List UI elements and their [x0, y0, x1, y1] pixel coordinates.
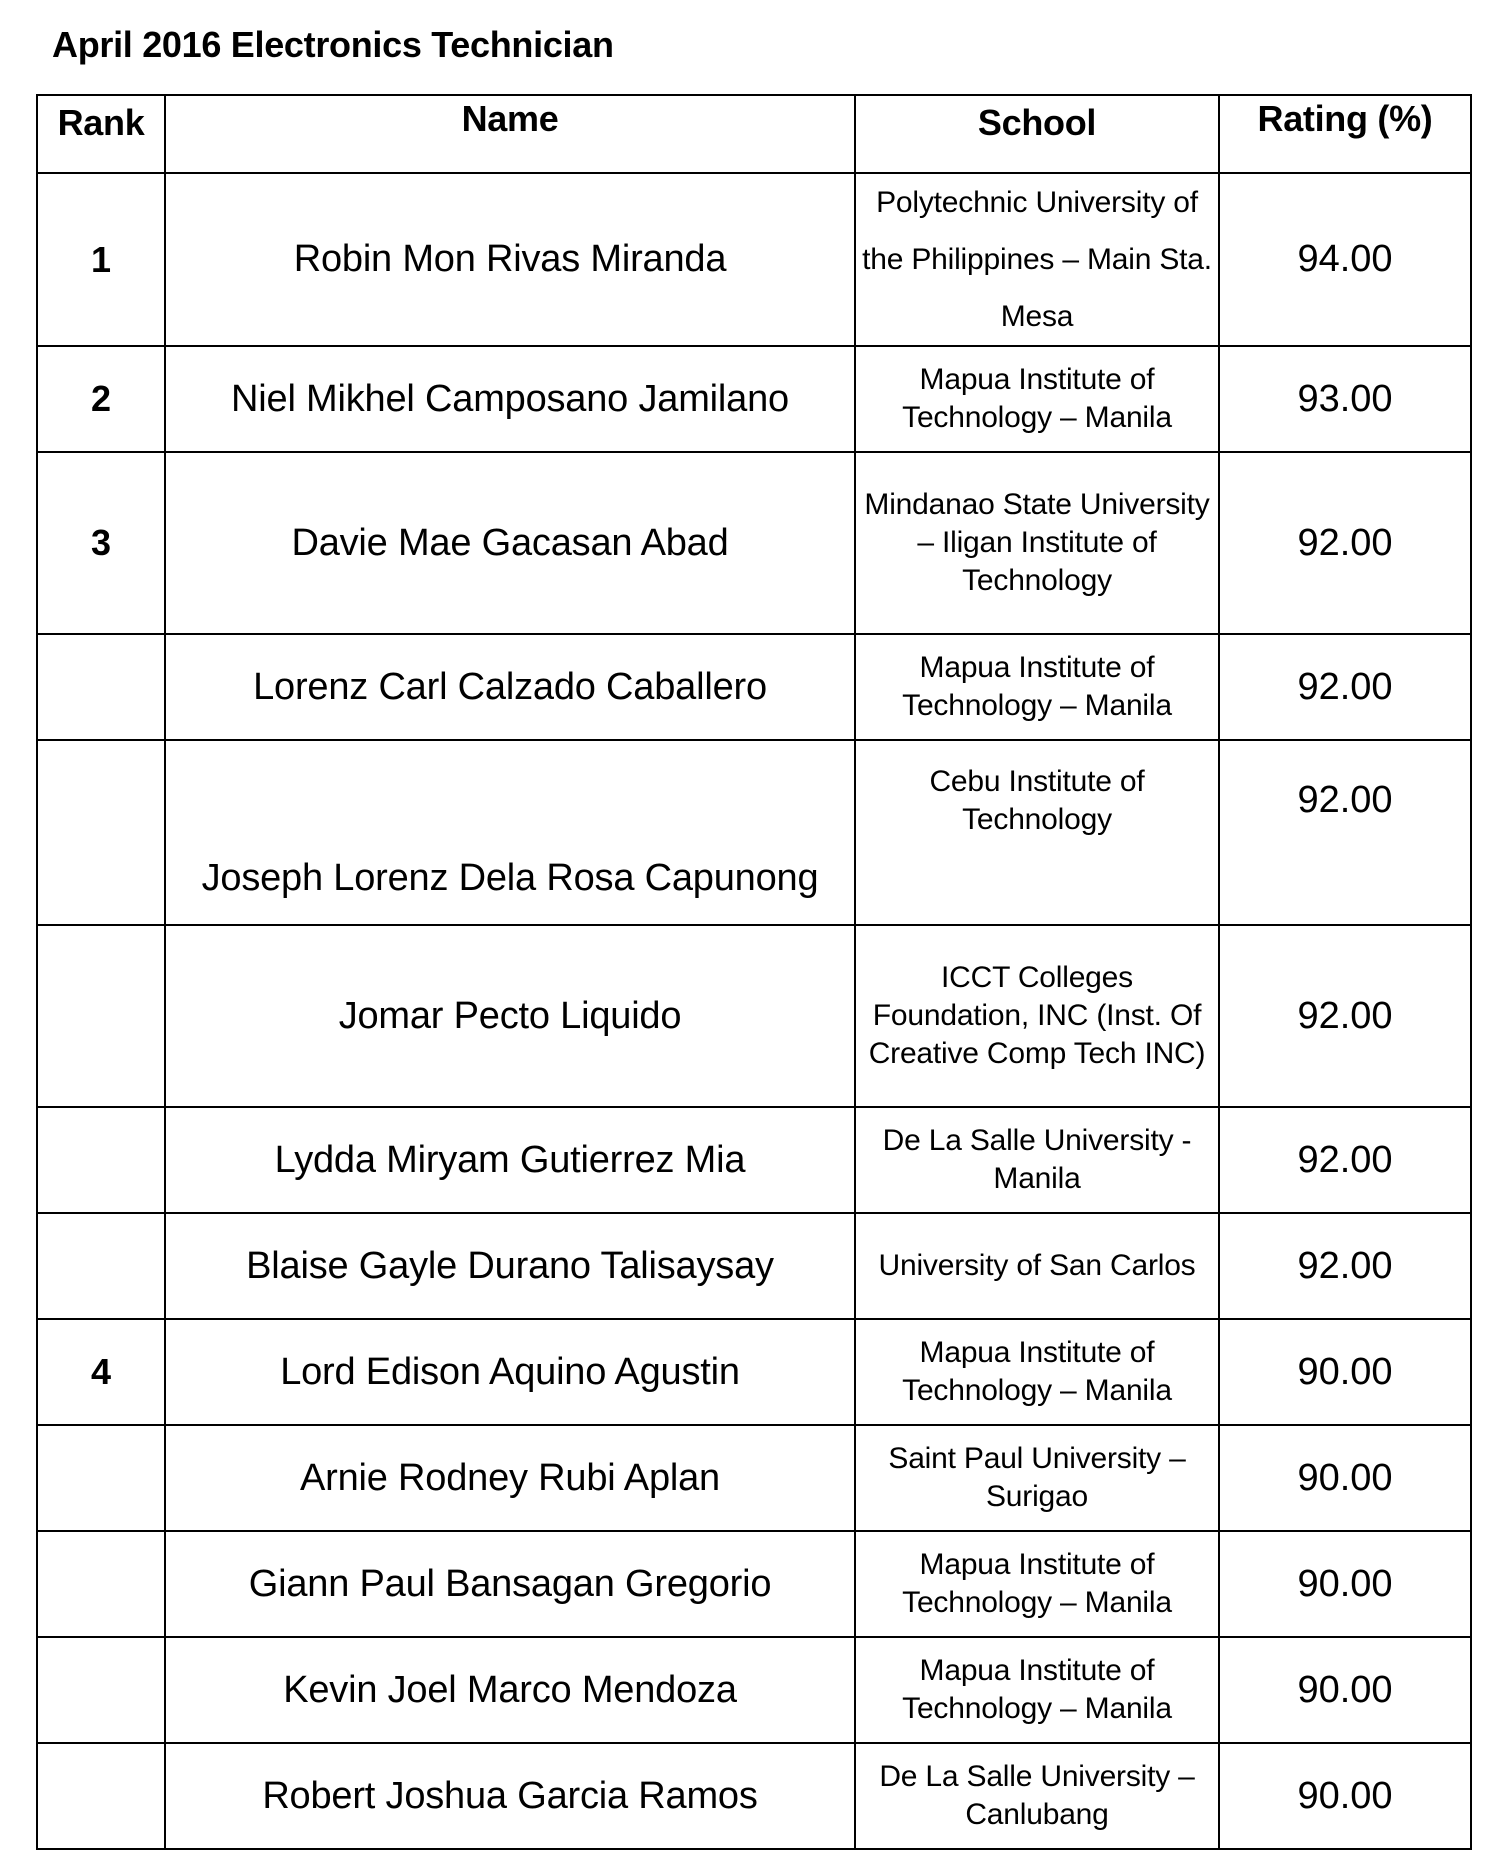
rating-cell: 92.00 — [1219, 634, 1471, 740]
rank-cell — [37, 634, 165, 740]
rating-cell: 90.00 — [1219, 1425, 1471, 1531]
name-cell: Lydda Miryam Gutierrez Mia — [165, 1107, 855, 1213]
school-cell: Mapua Institute of Technology – Manila — [855, 346, 1219, 452]
school-cell: Mapua Institute of Technology – Manila — [855, 1637, 1219, 1743]
school-cell: Mapua Institute of Technology – Manila — [855, 1319, 1219, 1425]
school-cell: Saint Paul University – Surigao — [855, 1425, 1219, 1531]
header-rank: Rank — [37, 95, 165, 173]
rank-cell: 4 — [37, 1319, 165, 1425]
rank-cell: 3 — [37, 452, 165, 634]
name-cell: Davie Mae Gacasan Abad — [165, 452, 855, 634]
rating-cell: 90.00 — [1219, 1743, 1471, 1849]
school-cell: University of San Carlos — [855, 1213, 1219, 1319]
name-cell: Blaise Gayle Durano Talisaysay — [165, 1213, 855, 1319]
rank-cell — [37, 1743, 165, 1849]
name-cell: Lord Edison Aquino Agustin — [165, 1319, 855, 1425]
rank-cell — [37, 925, 165, 1107]
name-cell: Niel Mikhel Camposano Jamilano — [165, 346, 855, 452]
school-cell: Cebu Institute of Technology — [855, 740, 1219, 925]
table-row — [37, 173, 1471, 346]
rank-cell — [37, 1107, 165, 1213]
name-cell: Joseph Lorenz Dela Rosa Capunong — [165, 740, 855, 925]
table-row — [37, 634, 1471, 740]
table-row — [37, 1107, 1471, 1213]
rating-cell: 90.00 — [1219, 1319, 1471, 1425]
name-cell: Giann Paul Bansagan Gregorio — [165, 1531, 855, 1637]
rank-cell: 1 — [37, 173, 165, 346]
school-cell: De La Salle University - Manila — [855, 1107, 1219, 1213]
table-row — [37, 346, 1471, 452]
rank-cell — [37, 1637, 165, 1743]
header-name: Name — [165, 95, 855, 173]
rating-cell: 92.00 — [1219, 1107, 1471, 1213]
table-row — [37, 1425, 1471, 1531]
table-row — [37, 740, 1471, 925]
table-row — [37, 925, 1471, 1107]
results-table — [36, 94, 1472, 1850]
document-title: April 2016 Electronics Technician — [52, 24, 614, 65]
table-row — [37, 1637, 1471, 1743]
table-header-row — [37, 95, 1471, 173]
name-cell: Arnie Rodney Rubi Aplan — [165, 1425, 855, 1531]
rank-cell — [37, 1425, 165, 1531]
rating-cell: 90.00 — [1219, 1637, 1471, 1743]
name-cell: Lorenz Carl Calzado Caballero — [165, 634, 855, 740]
rank-cell — [37, 1531, 165, 1637]
table-row — [37, 1743, 1471, 1849]
rating-cell: 90.00 — [1219, 1531, 1471, 1637]
school-cell: Mindanao State University – Iligan Institute of Technology — [855, 452, 1219, 634]
name-cell: Robin Mon Rivas Miranda — [165, 173, 855, 346]
rating-cell: 94.00 — [1219, 173, 1471, 346]
rank-cell: 2 — [37, 346, 165, 452]
rating-cell: 93.00 — [1219, 346, 1471, 452]
header-school: School — [855, 95, 1219, 173]
name-cell: Jomar Pecto Liquido — [165, 925, 855, 1107]
table-row — [37, 1213, 1471, 1319]
header-rating: Rating (%) — [1219, 95, 1471, 173]
rank-cell — [37, 1213, 165, 1319]
table-row — [37, 452, 1471, 634]
school-cell: Polytechnic University of the Philippines – Main Sta. Mesa — [855, 173, 1219, 346]
table-row — [37, 1319, 1471, 1425]
table-row — [37, 1531, 1471, 1637]
name-cell: Kevin Joel Marco Mendoza — [165, 1637, 855, 1743]
school-cell: ICCT Colleges Foundation, INC (Inst. Of Creative Comp Tech INC) — [855, 925, 1219, 1107]
rating-cell: 92.00 — [1219, 925, 1471, 1107]
school-cell: Mapua Institute of Technology – Manila — [855, 634, 1219, 740]
rating-cell: 92.00 — [1219, 1213, 1471, 1319]
rating-cell: 92.00 — [1219, 452, 1471, 634]
school-cell: De La Salle University – Canlubang — [855, 1743, 1219, 1849]
name-cell: Robert Joshua Garcia Ramos — [165, 1743, 855, 1849]
school-cell: Mapua Institute of Technology – Manila — [855, 1531, 1219, 1637]
rank-cell — [37, 740, 165, 925]
rating-cell: 92.00 — [1219, 740, 1471, 925]
